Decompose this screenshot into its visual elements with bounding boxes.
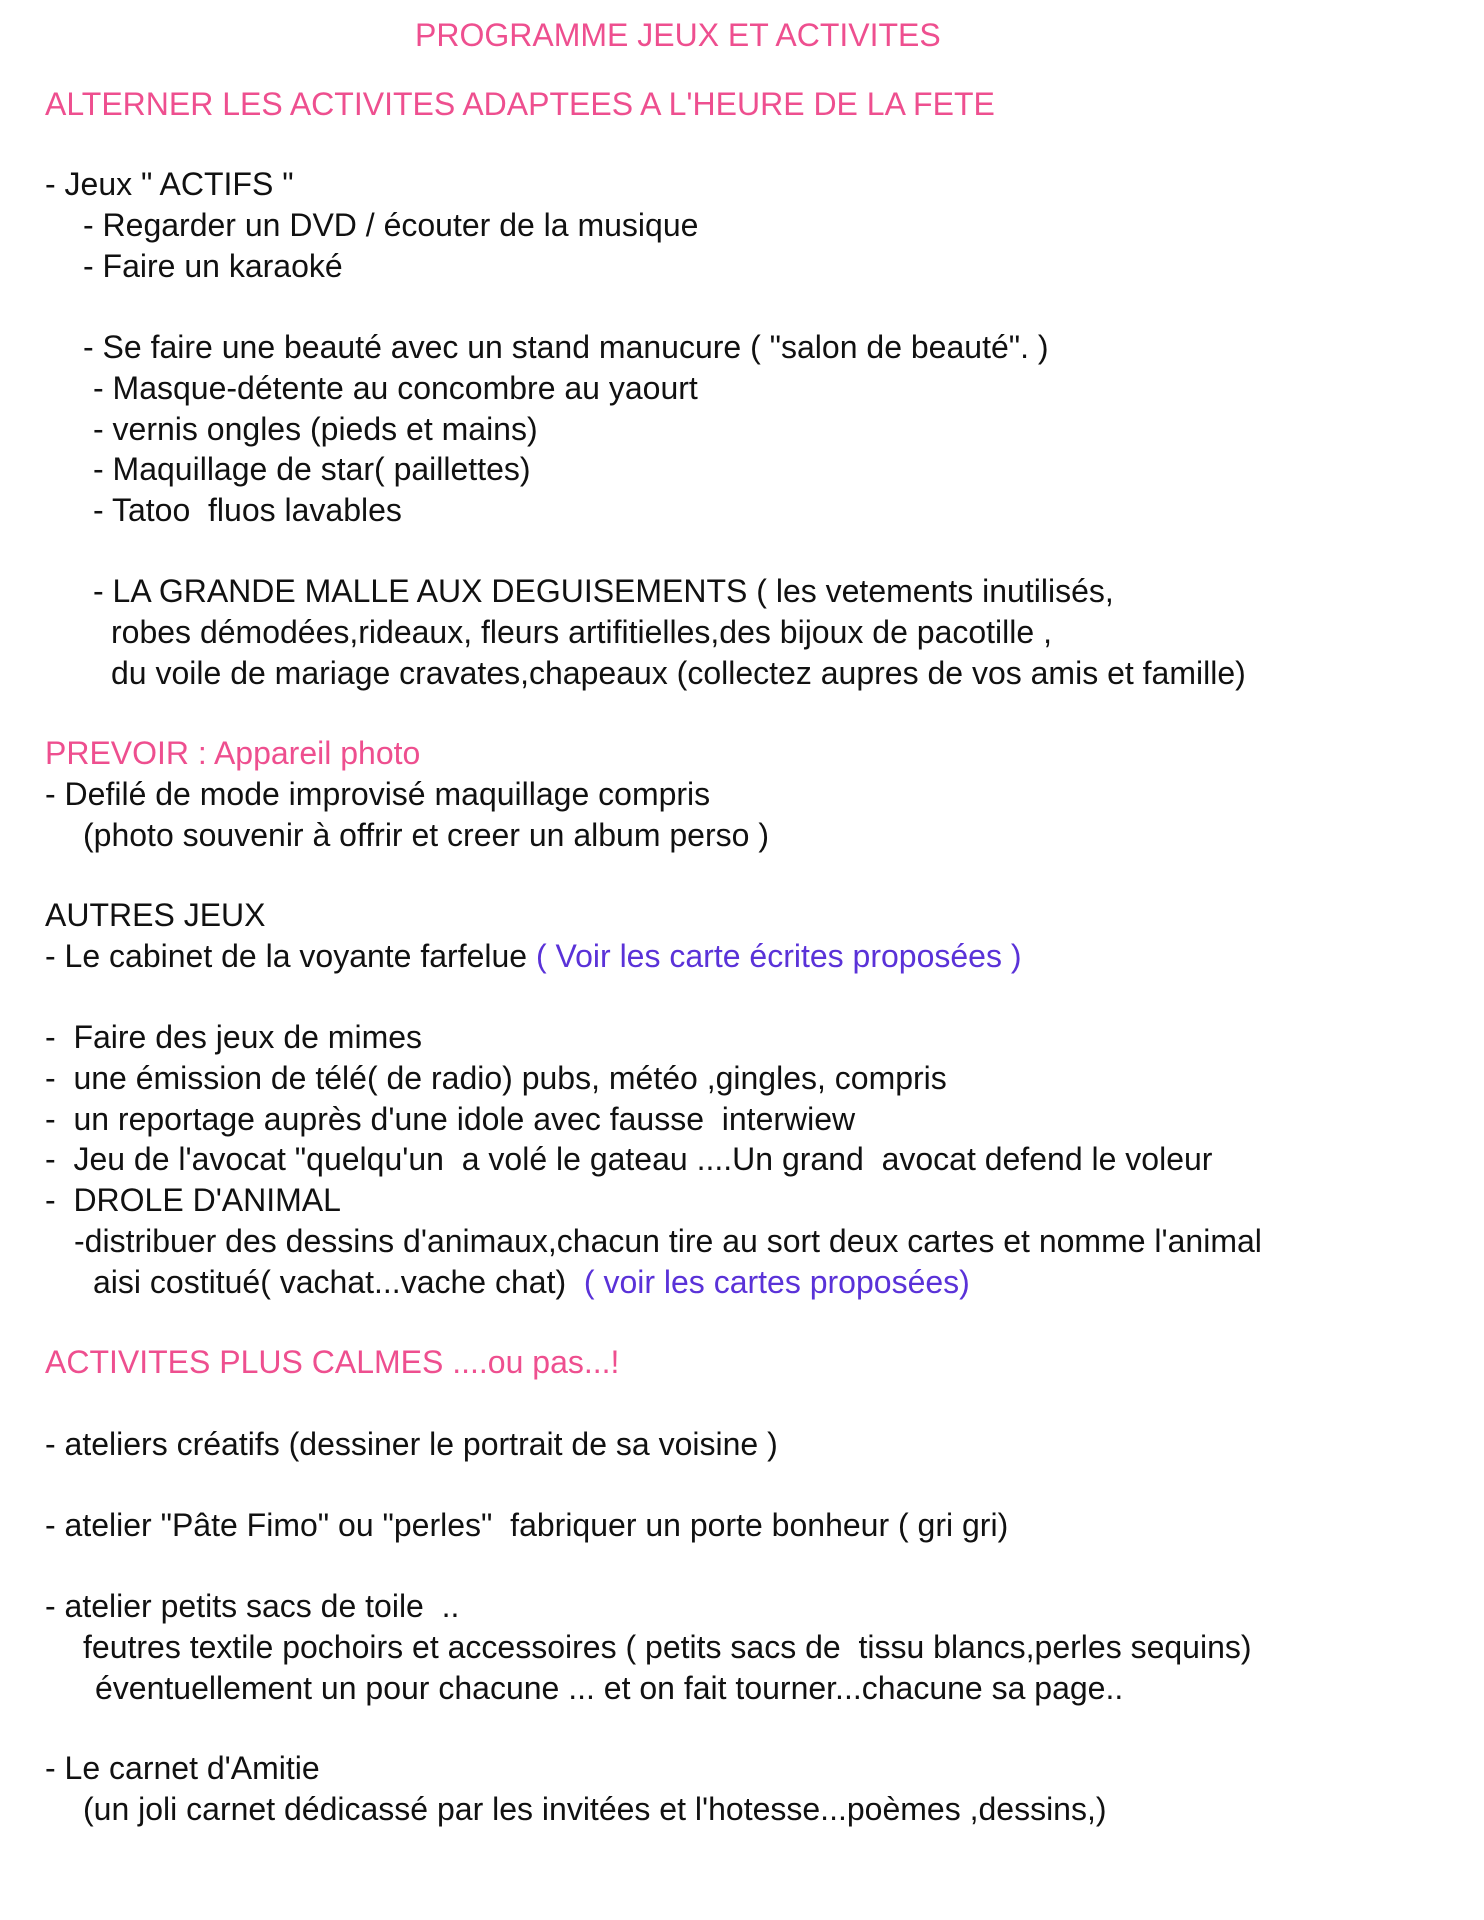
voyante-line bbox=[45, 937, 1022, 975]
jeux-actifs-heading: - Jeux " ACTIFS " bbox=[45, 166, 294, 202]
list-item: - un reportage auprès d'une idole avec fausse interwiew bbox=[45, 1101, 856, 1137]
autres-jeux-heading: AUTRES JEUX bbox=[45, 897, 266, 933]
sacs-line-1: - atelier petits sacs de toile .. bbox=[45, 1588, 460, 1624]
list-item: - Maquillage de star( paillettes) bbox=[93, 451, 531, 487]
list-item: - Faire un karaoké bbox=[83, 248, 343, 284]
prevoir-line-1: - Defilé de mode improvisé maquillage compris bbox=[45, 776, 711, 812]
list-item: - vernis ongles (pieds et mains) bbox=[93, 411, 538, 447]
beaute-intro: - Se faire une beauté avec un stand manucure ( "salon de beauté". ) bbox=[83, 329, 1049, 365]
sacs-line-3: éventuellement un pour chacune ... et on fait tourner...chacune sa page.. bbox=[95, 1670, 1124, 1706]
list-item: - une émission de télé( de radio) pubs, météo ,gingles, compris bbox=[45, 1060, 947, 1096]
prevoir-line-2: (photo souvenir à offrir et creer un album perso ) bbox=[83, 817, 769, 853]
animal-line-2 bbox=[93, 1263, 970, 1301]
calmes-heading: ACTIVITES PLUS CALMES ....ou pas...! bbox=[45, 1344, 620, 1380]
prevoir-heading: PREVOIR : Appareil photo bbox=[45, 735, 421, 771]
voyante-cards-link: ( Voir les carte écrites proposées ) bbox=[535, 938, 1022, 974]
carnet-line-2: (un joli carnet dédicassé par les invitées et l'hotesse...poèmes ,dessins,) bbox=[83, 1791, 1107, 1827]
list-item: - Regarder un DVD / écouter de la musique bbox=[83, 207, 699, 243]
creatifs-line: - ateliers créatifs (dessiner le portrait de sa voisine ) bbox=[45, 1426, 778, 1462]
document-subtitle: ALTERNER LES ACTIVITES ADAPTEES A L'HEURE DE LA FETE bbox=[45, 86, 995, 122]
malle-line-2: robes démodées,rideaux, fleurs artifitielles,des bijoux de pacotille , bbox=[111, 614, 1052, 650]
document-title: PROGRAMME JEUX ET ACTIVITES bbox=[415, 17, 941, 53]
animal-line-2-text: aisi costitué( vachat...vache chat) bbox=[93, 1264, 584, 1300]
malle-line-1: - LA GRANDE MALLE AUX DEGUISEMENTS ( les vetements inutilisés, bbox=[93, 573, 1114, 609]
list-item: - Masque-détente au concombre au yaourt bbox=[93, 370, 698, 406]
list-item: - Jeu de l'avocat "quelqu'un a volé le gateau ....Un grand avocat defend le voleur bbox=[45, 1141, 1213, 1177]
list-item: - Tatoo fluos lavables bbox=[93, 492, 402, 528]
animal-line-1: -distribuer des dessins d'animaux,chacun tire au sort deux cartes et nomme l'animal bbox=[74, 1223, 1262, 1259]
voyante-text: - Le cabinet de la voyante farfelue bbox=[45, 938, 536, 974]
list-item: - DROLE D'ANIMAL bbox=[45, 1182, 341, 1218]
malle-line-3: du voile de mariage cravates,chapeaux (collectez aupres de vos amis et famille) bbox=[111, 655, 1246, 691]
sacs-line-2: feutres textile pochoirs et accessoires ( petits sacs de tissu blancs,perles sequins) bbox=[83, 1629, 1252, 1665]
list-item: - Faire des jeux de mimes bbox=[45, 1019, 423, 1055]
carnet-line-1: - Le carnet d'Amitie bbox=[45, 1750, 320, 1786]
animal-cards-link: ( voir les cartes proposées) bbox=[583, 1264, 970, 1300]
fimo-line: - atelier "Pâte Fimo" ou "perles" fabriquer un porte bonheur ( gri gri) bbox=[45, 1507, 1009, 1543]
